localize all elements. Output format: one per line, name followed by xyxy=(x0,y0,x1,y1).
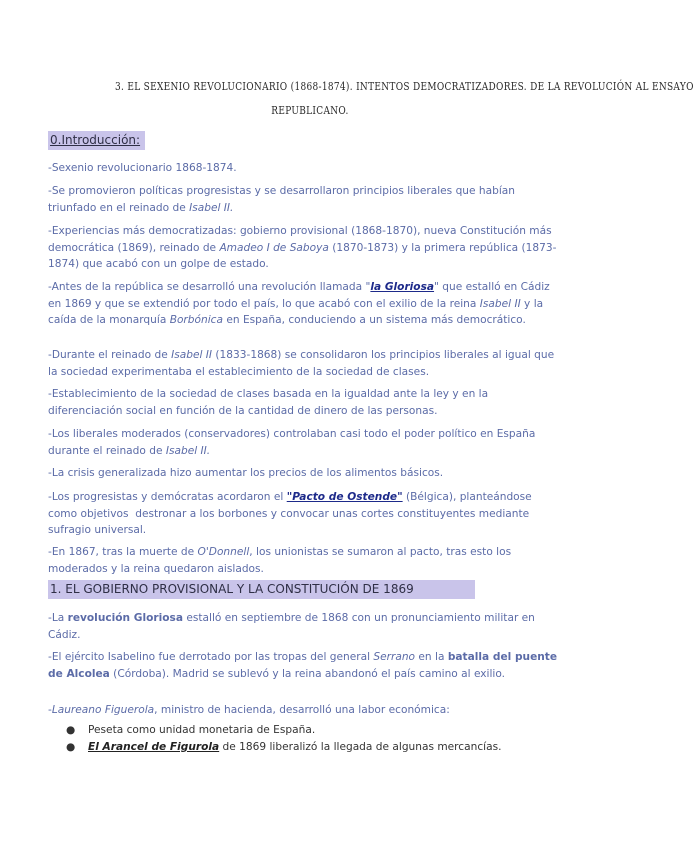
text: -Los progresistas y demócratas acordaron el xyxy=(48,491,287,503)
text-italic: Borbónica xyxy=(169,314,223,326)
text: " que estalló en Cádiz en 1869 y que se extendió por todo el país, lo que acabó con el exilio de la reina xyxy=(48,281,554,310)
paragraph-sexenio xyxy=(48,160,558,177)
paragraph-figuerola xyxy=(48,702,558,719)
text-bold: revolución Gloriosa xyxy=(67,612,183,624)
text: (1833-1868) se consolidaron los principios liberales al igual que la sociedad experimentaba el establecimiento de la sociedad de clases. xyxy=(48,349,558,378)
section-heading-intro: 0.Introducción: xyxy=(48,131,145,150)
text: Peseta como unidad monetaria de España. xyxy=(88,724,316,736)
text-italic: Isabel II. xyxy=(165,444,211,457)
text-italic: Isabel II xyxy=(479,297,521,310)
paragraph-odonnell xyxy=(48,544,558,577)
bullet-list xyxy=(66,722,501,756)
text: estalló en septiembre de 1868 con un pronunciamiento militar en Cádiz. xyxy=(48,612,539,641)
paragraph-ostende xyxy=(48,489,558,539)
text: (Bélgica), planteándose como objetivos destronar a los borbones y convocar unas cortes constituyentes mediante sufragio universal. xyxy=(48,491,536,536)
title-line-1: 3. EL SEXENIO REVOLUCIONARIO (1868-1874). INTENTOS DEMOCRATIZADORES. DE LA REVOLUCIÓN AL ENSAYO xyxy=(115,79,694,93)
text: -Antes de la república se desarrolló una revolución llamada " xyxy=(48,281,371,293)
text: y la caída de la monarquía xyxy=(48,297,547,326)
text: - xyxy=(48,704,52,716)
paragraph-gloriosa xyxy=(48,279,558,329)
text: , ministro de hacienda, desarrolló una labor económica: xyxy=(154,704,450,716)
title-line-2: REPUBLICANO. xyxy=(271,103,349,117)
text-italic: Serrano xyxy=(373,651,416,663)
paragraph-politicas xyxy=(48,183,558,216)
text-italic: Laureano Figuerola xyxy=(51,704,155,716)
text: -Los liberales moderados (conservadores) controlaban casi todo el poder político en España durante el reinado de xyxy=(48,428,539,457)
text: , los unionistas se sumaron al pacto, tras esto los moderados y la reina quedaron aislados. xyxy=(48,546,515,575)
text: (Córdoba). Madrid se sublevó y la reina abandonó el país camino al exilio. xyxy=(109,667,506,680)
paragraph-experiencias xyxy=(48,223,558,273)
text-italic: Isabel II xyxy=(171,349,213,361)
paragraph-crisis xyxy=(48,465,558,482)
text: -El ejército Isabelino fue derrotado por las tropas del general xyxy=(48,651,374,663)
paragraph-moderados xyxy=(48,426,558,459)
text: -Experiencias más democratizadas: gobierno provisional (1868-1870), nueva Constitución más democrática (1869), reinado de xyxy=(48,225,555,254)
paragraph-alcolea xyxy=(48,649,561,682)
text: en la xyxy=(415,651,448,663)
text: de 1869 liberalizó la llegada de algunas mercancías. xyxy=(219,741,502,753)
text: -La crisis generalizada hizo aumentar los precios de los alimentos básicos. xyxy=(48,467,444,479)
bullet-icon: ● xyxy=(66,741,76,753)
document-title xyxy=(115,74,694,122)
paragraph-reinado xyxy=(48,347,558,380)
text-bold-italic: El Arancel de Figurola xyxy=(88,741,220,753)
paragraph-revolucion xyxy=(48,610,558,643)
text: -En 1867, tras la muerte de xyxy=(48,546,198,558)
text-italic: Isabel II. xyxy=(189,201,234,214)
section-heading-gobierno-provisional: 1. EL GOBIERNO PROVISIONAL Y LA CONSTITUCIÓN DE 1869 xyxy=(48,580,475,599)
paragraph-clases xyxy=(48,386,558,419)
list-item xyxy=(66,722,501,739)
text-italic: Amadeo I de Saboya xyxy=(219,241,329,254)
text-bold-italic: la Gloriosa xyxy=(370,281,435,293)
text: -Establecimiento de la sociedad de clases basada en la igualdad ante la ley y en la diferenciación social en función de la cantidad de dinero de las personas. xyxy=(48,388,492,417)
text-bold-italic: "Pacto de Ostende" xyxy=(286,491,403,503)
text: -Sexenio revolucionario 1868-1874. xyxy=(48,162,237,174)
text: en España, conduciendo a un sistema más democrático. xyxy=(222,314,526,326)
text-bold: batalla del puente de Alcolea xyxy=(48,651,561,680)
list-item xyxy=(66,739,501,756)
text: (1870-1873) y la primera república (1873-1874) que acabó con un golpe de estado. xyxy=(48,241,557,270)
text: -Se promovieron políticas progresistas y se desarrollaron principios liberales que habían triunfado en el reinado de xyxy=(48,185,519,214)
text: -La xyxy=(48,612,68,624)
text-italic: O'Donnell xyxy=(197,546,250,558)
text: -Durante el reinado de xyxy=(48,349,172,361)
bullet-icon: ● xyxy=(66,724,76,736)
